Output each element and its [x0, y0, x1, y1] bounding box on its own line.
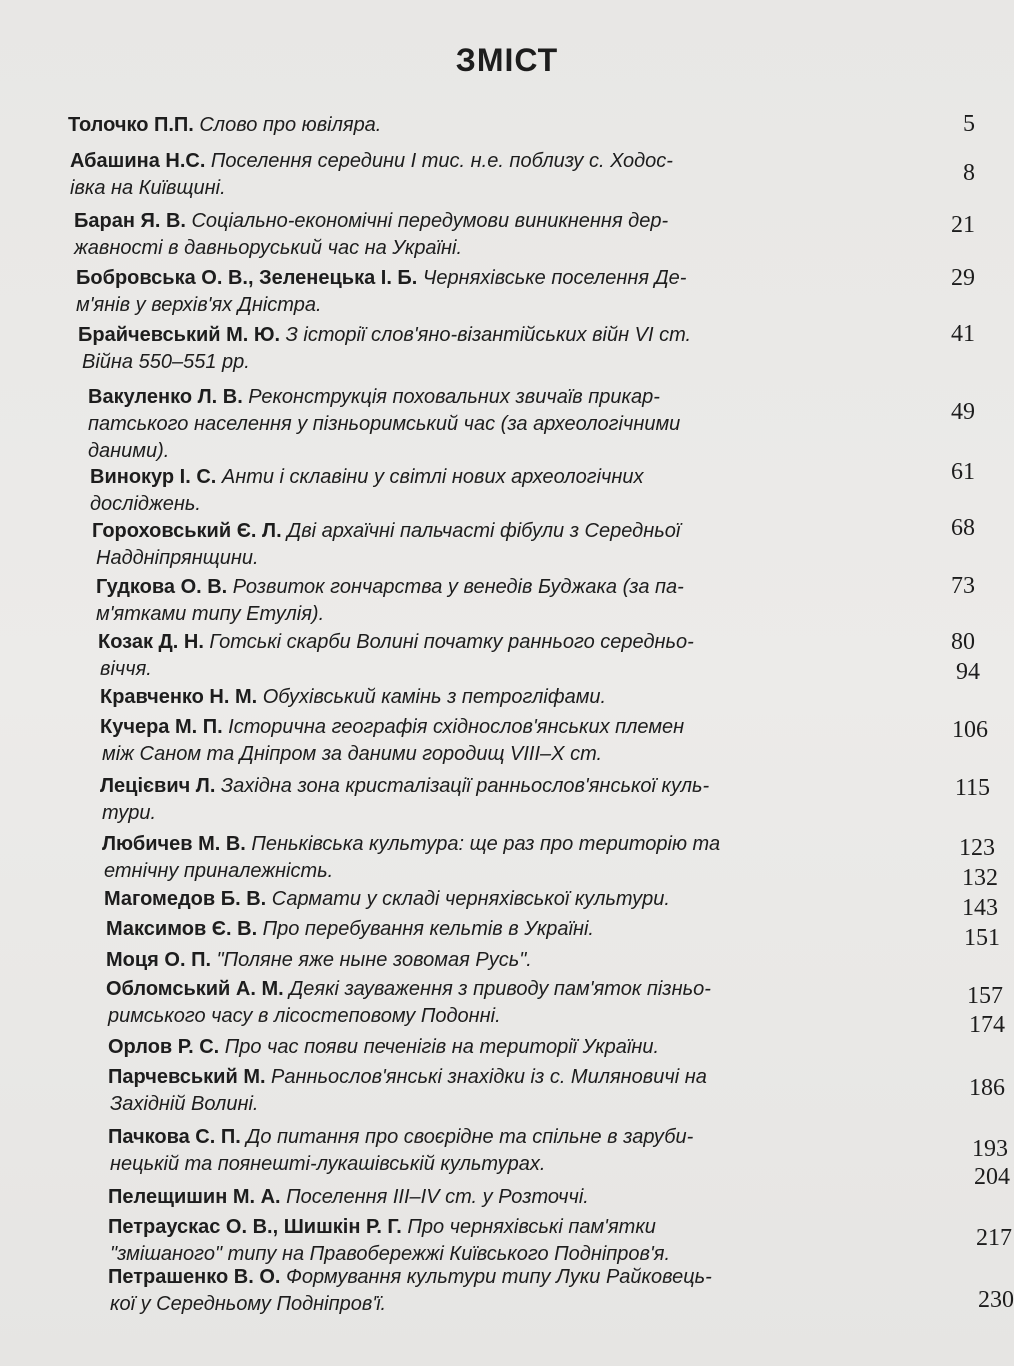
toc-work-title: досліджень.: [90, 493, 201, 515]
toc-entry-first-line: [106, 916, 594, 941]
toc-entry-continuation: [76, 292, 322, 317]
toc-work-title: Дві архаїчні пальчасті фібули з Середньої: [287, 520, 681, 542]
toc-page-number: 123: [959, 835, 995, 861]
toc-page-number: 132: [962, 865, 998, 891]
toc-work-title: тури.: [102, 802, 157, 824]
toc-entry-continuation: [82, 349, 250, 374]
toc-author: Лецієвич Л.: [100, 775, 216, 797]
toc-page-number: 49: [951, 399, 975, 425]
toc-work-title: Поселення III–IV ст. у Розточчі.: [286, 1186, 589, 1208]
toc-page-number: 115: [954, 775, 990, 801]
toc-work-title: Реконструкція поховальних звичаїв прикар-: [248, 386, 660, 408]
toc-page-number: 73: [951, 573, 975, 599]
toc-work-title: Західна зона кристалізації ранньослов'янської куль-: [220, 775, 710, 797]
toc-author: Толочко П.П.: [68, 114, 194, 136]
toc-entry-continuation: [102, 741, 602, 766]
toc-work-title: До питання про своєрідне та спільне в заруби-: [246, 1126, 694, 1148]
toc-entry-continuation: [104, 858, 333, 883]
toc-page-number: 61: [951, 459, 975, 485]
toc-author: Баран Я. В.: [74, 210, 186, 232]
toc-entry-continuation: [110, 1151, 545, 1176]
toc-entry-continuation: [108, 1003, 501, 1028]
toc-entry-first-line: [102, 831, 720, 856]
toc-work-title: віччя.: [100, 658, 152, 680]
toc-entry-first-line: [70, 148, 673, 173]
toc-author: Любичев М. В.: [102, 833, 246, 855]
toc-author: Кравченко Н. М.: [100, 686, 258, 708]
toc-page-number: 41: [951, 321, 975, 347]
toc-page-number: 204: [974, 1164, 1010, 1190]
toc-entry-first-line: [76, 265, 686, 290]
toc-author: Бобровська О. В., Зеленецька І. Б.: [76, 267, 418, 289]
toc-author: Винокур І. С.: [90, 466, 217, 488]
toc-author: Парчевський М.: [108, 1066, 266, 1088]
toc-work-title: Формування культури типу Луки Райковець-: [285, 1266, 712, 1288]
toc-entry-continuation: [100, 656, 152, 681]
toc-page-number: 157: [967, 983, 1003, 1009]
toc-entry-first-line: [104, 886, 670, 911]
toc-work-title: етнічну приналежність.: [104, 860, 334, 882]
toc-entry-first-line: [100, 714, 684, 739]
toc-entry-first-line: [108, 1124, 693, 1149]
toc-work-title: нецькій та поянешті-лукашівській культурах.: [110, 1153, 546, 1175]
toc-page-number: 106: [952, 717, 988, 743]
toc-entry-first-line: [106, 976, 711, 1001]
toc-page-number: 151: [964, 925, 1000, 951]
toc-entry-continuation: [90, 491, 201, 516]
toc-work-title: Про черняхівські пам'ятки: [407, 1216, 656, 1238]
toc-page-number: 8: [963, 160, 975, 186]
toc-author: Брайчевський М. Ю.: [78, 324, 281, 346]
toc-entry-continuation: [88, 438, 169, 463]
toc-author: Кучера М. П.: [100, 716, 223, 738]
toc-work-title: Пеньківська культура: ще раз про територію та: [251, 833, 721, 855]
toc-entry-first-line: [98, 629, 694, 654]
toc-entry-first-line: [68, 112, 381, 137]
toc-entry-first-line: [108, 1214, 656, 1239]
toc-entry-first-line: [78, 322, 691, 347]
toc-work-title: Західній Волині.: [110, 1093, 259, 1115]
toc-work-title: Ранньослов'янські знахідки із с. Миляновичі на: [271, 1066, 707, 1088]
toc-page-number: 21: [951, 212, 975, 238]
toc-work-title: Соціально-економічні передумови виникнення дер-: [191, 210, 669, 232]
toc-work-title: Деякі зауваження з приводу пам'яток пізньо-: [289, 978, 711, 1000]
toc-work-title: Готські скарби Волині початку раннього середньо-: [209, 631, 694, 653]
toc-work-title: жавності в давньоруський час на Україні.: [74, 237, 463, 259]
toc-work-title: даними).: [88, 440, 170, 462]
toc-page-number: 29: [951, 265, 975, 291]
toc-entry-continuation: [70, 175, 226, 200]
toc-page-number: 230: [978, 1287, 1014, 1313]
toc-author: Козак Д. Н.: [98, 631, 204, 653]
toc-entry-continuation: [88, 411, 680, 436]
toc-work-title: Історична географія східнослов'янських племен: [228, 716, 685, 738]
toc-entry-first-line: [88, 384, 660, 409]
toc-author: Пачкова С. П.: [108, 1126, 241, 1148]
toc-author: Орлов Р. С.: [108, 1036, 220, 1058]
toc-author: Моця О. П.: [106, 949, 211, 971]
toc-entry-first-line: [96, 574, 684, 599]
toc-page-number: 193: [972, 1136, 1008, 1162]
toc-work-title: Поселення середини I тис. н.е. поблизу с. Ходос-: [210, 150, 673, 172]
toc-work-title: кої у Середньому Подніпров'ї.: [110, 1293, 387, 1315]
toc-page-number: 143: [962, 895, 998, 921]
toc-author: Петрашенко В. О.: [108, 1266, 281, 1288]
toc-work-title: м'ятками типу Етулія).: [96, 603, 325, 625]
toc-author: Абашина Н.С.: [70, 150, 206, 172]
toc-page-number: 5: [963, 111, 975, 137]
toc-author: Пелещишин М. А.: [108, 1186, 281, 1208]
toc-entry-first-line: [108, 1064, 707, 1089]
toc-author: Вакуленко Л. В.: [88, 386, 243, 408]
toc-work-title: "змішаного" типу на Правобережжі Київського Подніпров'я.: [110, 1243, 671, 1265]
toc-entry-first-line: [108, 1034, 659, 1059]
toc-entry-first-line: [90, 464, 644, 489]
toc-page-number: 80: [951, 629, 975, 655]
toc-work-title: м'янів у верхів'ях Дністра.: [76, 294, 322, 316]
toc-author: Петраускас О. В., Шишкін Р. Г.: [108, 1216, 402, 1238]
toc-work-title: Обухівський камінь з петрогліфами.: [262, 686, 607, 708]
toc-entry-first-line: [108, 1184, 589, 1209]
toc-author: Максимов Є. В.: [106, 918, 258, 940]
toc-entry-continuation: [74, 235, 462, 260]
toc-work-title: івка на Київщині.: [70, 177, 226, 199]
toc-author: Магомедов Б. В.: [104, 888, 267, 910]
toc-work-title: патського населення у пізньоримський час (за археологічними: [88, 413, 681, 435]
toc-work-title: Війна 550–551 рр.: [82, 351, 250, 373]
toc-work-title: З історії слов'яно-візантійських війн VI ст.: [285, 324, 692, 346]
toc-work-title: Черняхівське поселення Де-: [422, 267, 687, 289]
toc-work-title: Слово про ювіляра.: [199, 114, 382, 136]
toc-entry-first-line: [100, 773, 709, 798]
toc-page-number: 186: [969, 1075, 1005, 1101]
toc-work-title: "Поляне яже ныне зовомая Русь".: [216, 949, 532, 971]
toc-entry-first-line: [74, 208, 668, 233]
toc-work-title: Про час появи печенігів на території України.: [224, 1036, 660, 1058]
toc-page-number: 174: [969, 1012, 1005, 1038]
toc-work-title: Наддніпрянщини.: [96, 547, 259, 569]
toc-entry-continuation: [102, 800, 156, 825]
toc-work-title: римського часу в лісостеповому Подонні.: [108, 1005, 501, 1027]
toc-entry-continuation: [110, 1241, 670, 1266]
toc-entry-continuation: [96, 545, 259, 570]
toc-author: Обломський А. М.: [106, 978, 284, 1000]
toc-work-title: Про перебування кельтів в Україні.: [262, 918, 594, 940]
toc-page-number: 94: [956, 659, 980, 685]
toc-entry-continuation: [110, 1091, 258, 1116]
toc-work-title: Розвиток гончарства у венедів Буджака (за па-: [232, 576, 684, 598]
toc-entry-continuation: [110, 1291, 386, 1316]
toc-work-title: Анти і склавіни у світлі нових археологічних: [221, 466, 644, 488]
toc-entry-first-line: [100, 684, 606, 709]
toc-page-number: 217: [976, 1225, 1012, 1251]
toc-heading: ЗМІСТ: [455, 42, 559, 78]
toc-work-title: між Саном та Дніпром за даними городищ VIII–X ст.: [102, 743, 603, 765]
toc-page-number: 68: [951, 515, 975, 541]
toc-author: Гороховський Є. Л.: [92, 520, 282, 542]
toc-entry-first-line: [92, 518, 680, 543]
toc-entry-continuation: [96, 601, 324, 626]
toc-entry-first-line: [106, 947, 532, 972]
toc-work-title: Сармати у складі черняхівської культури.: [271, 888, 670, 910]
toc-author: Гудкова О. В.: [96, 576, 228, 598]
toc-entry-first-line: [108, 1264, 712, 1289]
